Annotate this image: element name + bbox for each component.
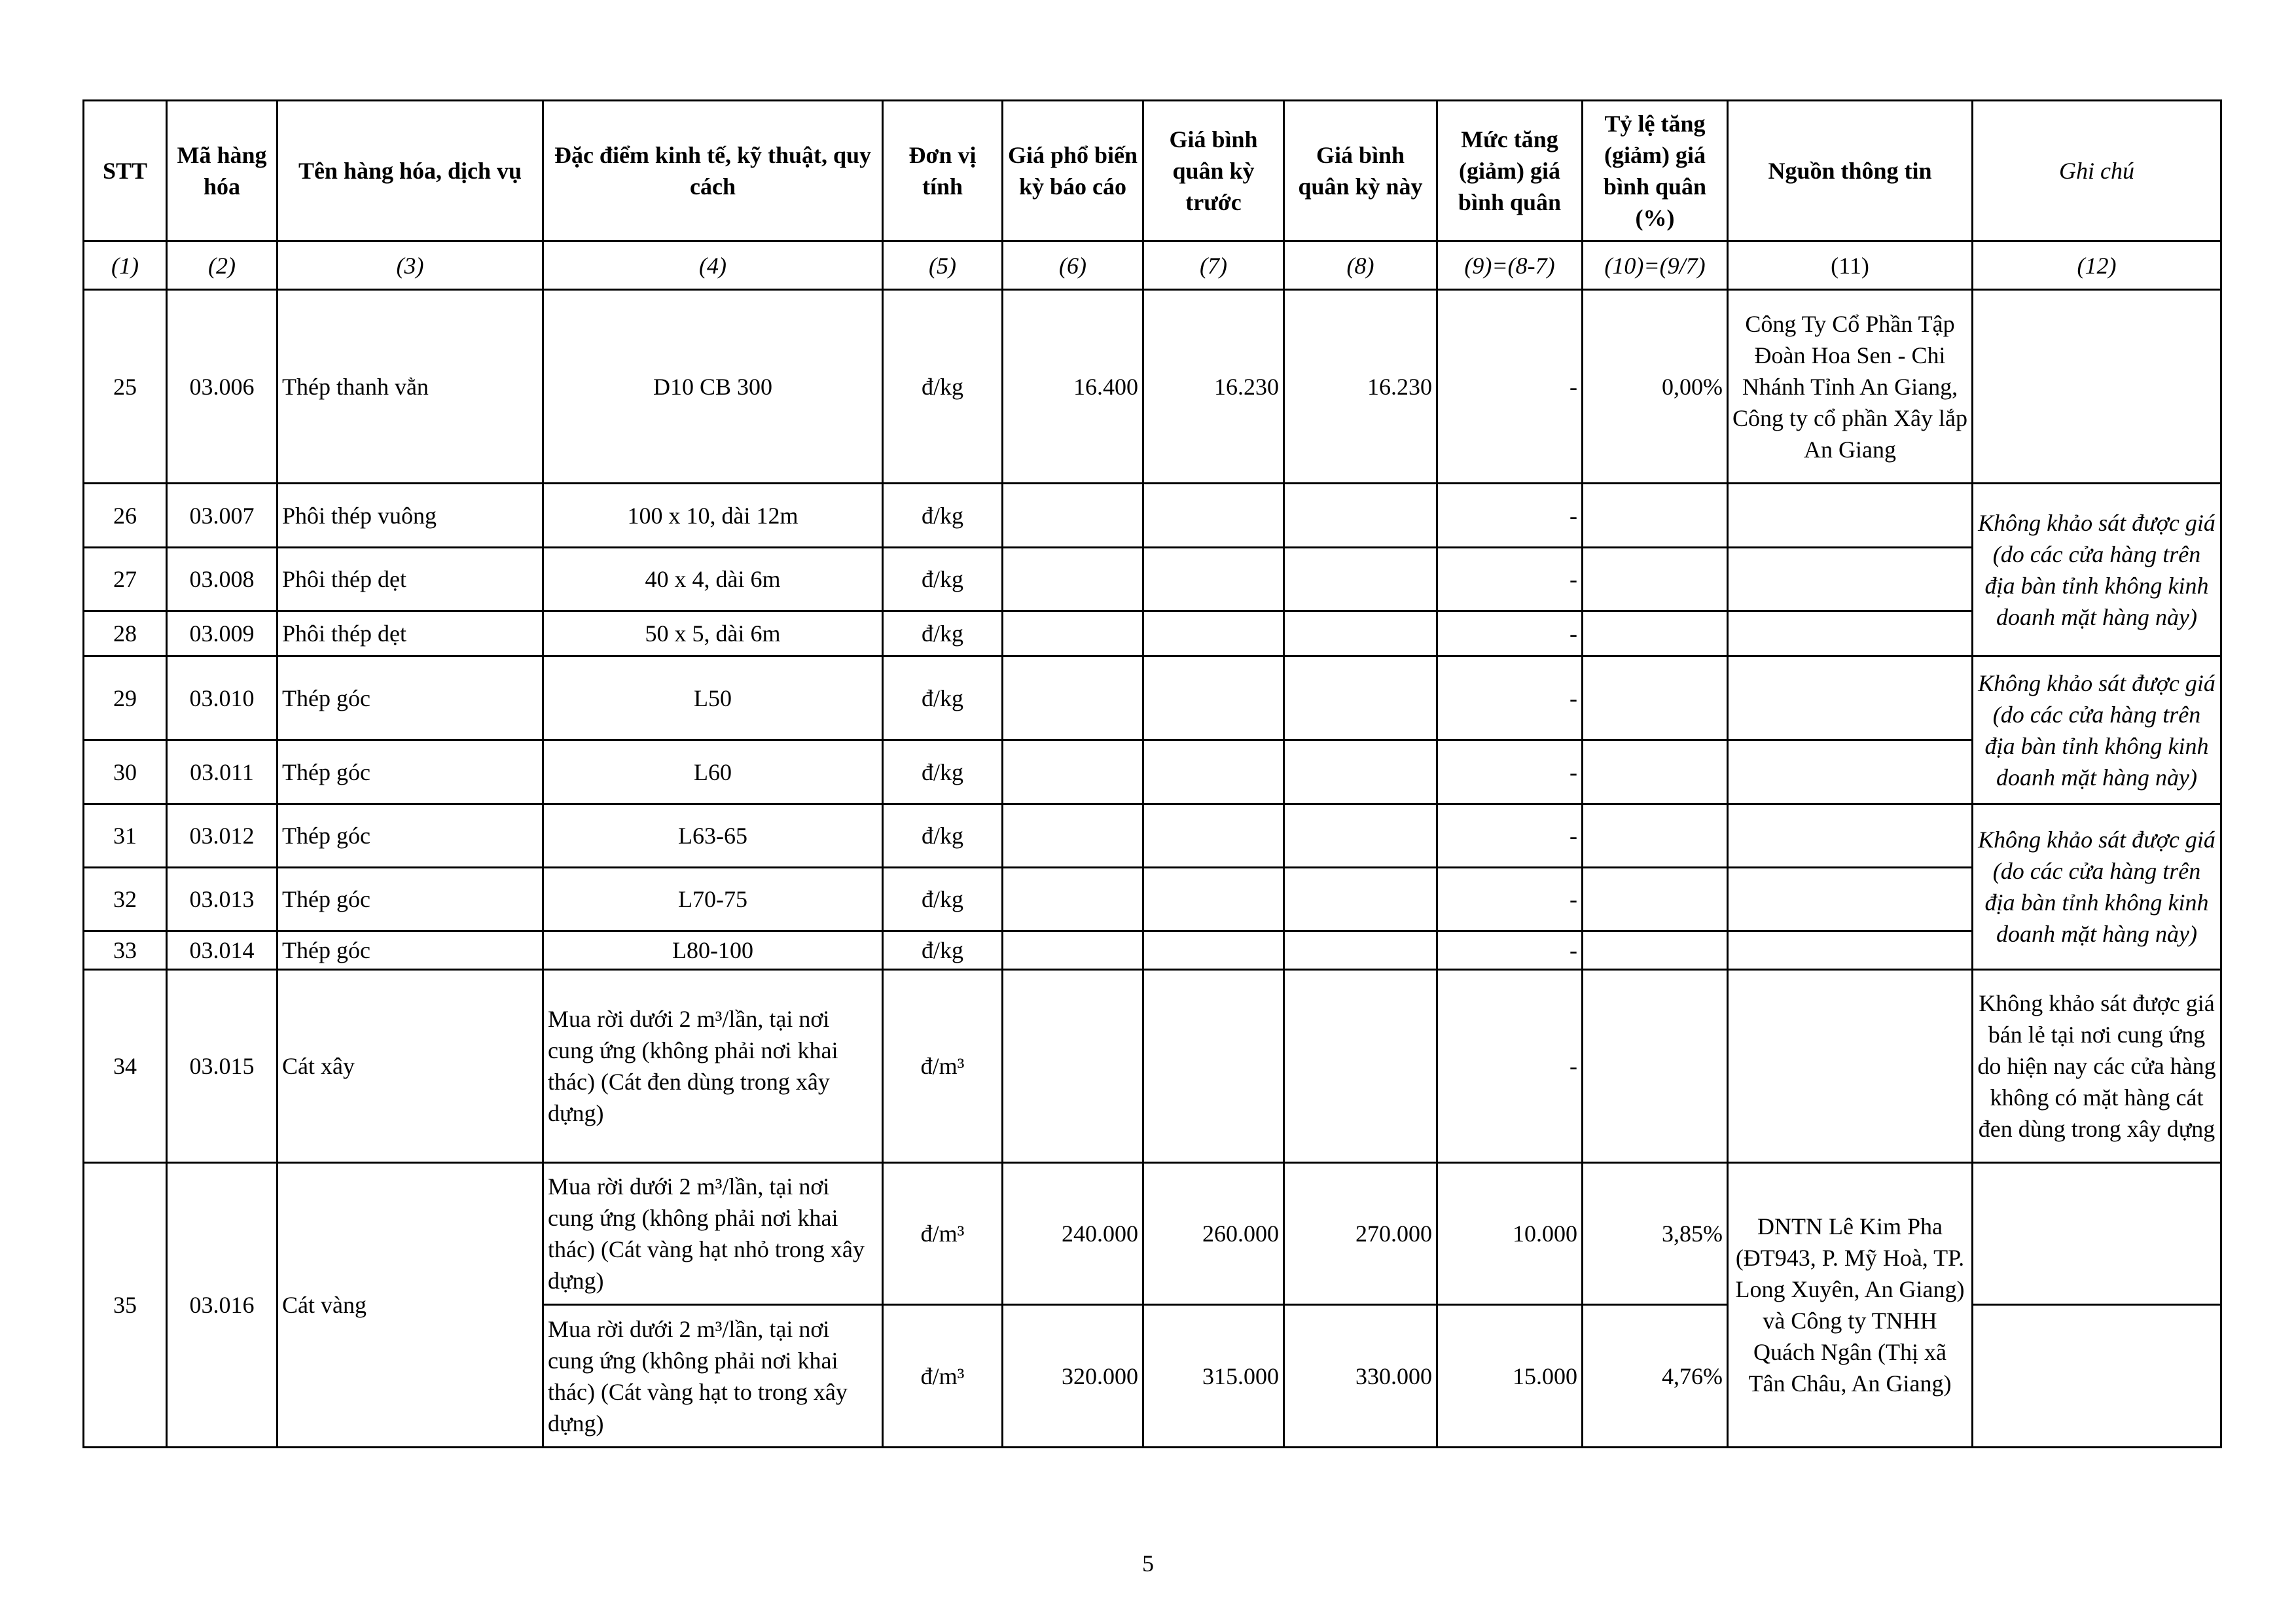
cell-rate: [1583, 804, 1728, 868]
header-curr-avg: Giá bình quân kỳ này: [1284, 101, 1437, 241]
cell-curr-avg: [1284, 740, 1437, 804]
table-row: [84, 484, 2221, 548]
cell-prev-avg: [1143, 740, 1284, 804]
cell-rate: 4,76%: [1583, 1305, 1728, 1448]
header-note: Ghi chú: [1973, 101, 2221, 241]
cell-prev-avg: 16.230: [1143, 290, 1284, 484]
cell-common-price: [1003, 548, 1143, 611]
cell-curr-avg: 330.000: [1284, 1305, 1437, 1448]
cell-code: 03.013: [167, 868, 278, 931]
header-name: Tên hàng hóa, dịch vụ: [278, 101, 543, 241]
colnum-11: (11): [1728, 241, 1973, 290]
cell-stt: 35: [84, 1163, 167, 1448]
cell-prev-avg: 315.000: [1143, 1305, 1284, 1448]
cell-common-price: [1003, 656, 1143, 740]
header-source: Nguồn thông tin: [1728, 101, 1973, 241]
cell-common-price: [1003, 484, 1143, 548]
table-row: [84, 740, 2221, 804]
cell-unit: đ/kg: [883, 484, 1003, 548]
cell-name: Thép thanh vằn: [278, 290, 543, 484]
cell-code: 03.014: [167, 931, 278, 970]
header-common-price: Giá phổ biến kỳ báo cáo: [1003, 101, 1143, 241]
cell-source: [1728, 868, 1973, 931]
cell-spec: L80-100: [543, 931, 883, 970]
cell-change: -: [1437, 656, 1583, 740]
cell-prev-avg: 260.000: [1143, 1163, 1284, 1305]
cell-spec: L63-65: [543, 804, 883, 868]
cell-change: -: [1437, 290, 1583, 484]
colnum-3: (3): [278, 241, 543, 290]
cell-change: -: [1437, 804, 1583, 868]
cell-stt: 31: [84, 804, 167, 868]
cell-stt: 33: [84, 931, 167, 970]
cell-common-price: [1003, 931, 1143, 970]
cell-curr-avg: [1284, 611, 1437, 656]
colnum-9: (9)=(8-7): [1437, 241, 1583, 290]
cell-code: 03.008: [167, 548, 278, 611]
table-row: [84, 970, 2221, 1163]
cell-unit: đ/kg: [883, 804, 1003, 868]
colnum-10: (10)=(9/7): [1583, 241, 1728, 290]
cell-stt: 32: [84, 868, 167, 931]
cell-change: -: [1437, 548, 1583, 611]
colnum-5: (5): [883, 241, 1003, 290]
note-not-surveyed: Không khảo sát được giá (do các cửa hàng trên địa bàn tỉnh không kinh doanh mặt hàng này): [1973, 656, 2221, 804]
colnum-4: (4): [543, 241, 883, 290]
cell-spec: 100 x 10, dài 12m: [543, 484, 883, 548]
cell-code: 03.012: [167, 804, 278, 868]
table-row: [84, 804, 2221, 868]
cell-curr-avg: 270.000: [1284, 1163, 1437, 1305]
cell-source: [1728, 656, 1973, 740]
table-row: [84, 1163, 2221, 1305]
cell-change: -: [1437, 970, 1583, 1163]
cell-name: Phôi thép dẹt: [278, 548, 543, 611]
cell-change: -: [1437, 931, 1583, 970]
header-prev-avg: Giá bình quân kỳ trước: [1143, 101, 1284, 241]
cell-name: Thép góc: [278, 868, 543, 931]
cell-spec: Mua rời dưới 2 m³/lần, tại nơi cung ứng (không phải nơi khai thác) (Cát vàng hạt to trong xây dựng): [543, 1305, 883, 1448]
cell-prev-avg: [1143, 804, 1284, 868]
cell-spec: Mua rời dưới 2 m³/lần, tại nơi cung ứng (không phải nơi khai thác) (Cát đen dùng trong xây dựng): [543, 970, 883, 1163]
cell-change: -: [1437, 484, 1583, 548]
cell-code: 03.009: [167, 611, 278, 656]
cell-spec: L60: [543, 740, 883, 804]
cell-rate: [1583, 548, 1728, 611]
cell-prev-avg: [1143, 611, 1284, 656]
cell-unit: đ/kg: [883, 740, 1003, 804]
header-stt: STT: [84, 101, 167, 241]
cell-stt: 30: [84, 740, 167, 804]
cell-prev-avg: [1143, 484, 1284, 548]
cell-common-price: 320.000: [1003, 1305, 1143, 1448]
cell-source: [1728, 548, 1973, 611]
header-unit: Đơn vị tính: [883, 101, 1003, 241]
cell-code: 03.016: [167, 1163, 278, 1448]
cell-source: [1728, 484, 1973, 548]
note-not-surveyed: Không khảo sát được giá (do các cửa hàng trên địa bàn tỉnh không kinh doanh mặt hàng này): [1973, 484, 2221, 656]
cell-prev-avg: [1143, 656, 1284, 740]
cell-name: Thép góc: [278, 740, 543, 804]
cell-unit: đ/kg: [883, 656, 1003, 740]
cell-unit: đ/kg: [883, 290, 1003, 484]
cell-name: Phôi thép dẹt: [278, 611, 543, 656]
table-row: [84, 290, 2221, 484]
cell-spec: D10 CB 300: [543, 290, 883, 484]
price-table: [82, 99, 2222, 1448]
cell-spec: L50: [543, 656, 883, 740]
cell-spec: 50 x 5, dài 6m: [543, 611, 883, 656]
cell-stt: 28: [84, 611, 167, 656]
note-sand: Không khảo sát được giá bán lẻ tại nơi cung ứng do hiện nay các cửa hàng không có mặt hàng cát đen dùng trong xây dựng: [1973, 970, 2221, 1163]
cell-common-price: [1003, 868, 1143, 931]
table-row: [84, 868, 2221, 931]
cell-source: [1728, 804, 1973, 868]
cell-rate: [1583, 740, 1728, 804]
cell-stt: 26: [84, 484, 167, 548]
cell-spec: 40 x 4, dài 6m: [543, 548, 883, 611]
cell-curr-avg: [1284, 804, 1437, 868]
header-change: Mức tăng (giảm) giá bình quân: [1437, 101, 1583, 241]
table-row: [84, 931, 2221, 970]
cell-curr-avg: [1284, 548, 1437, 611]
cell-curr-avg: [1284, 868, 1437, 931]
cell-source: [1728, 931, 1973, 970]
cell-common-price: [1003, 970, 1143, 1163]
cell-stt: 25: [84, 290, 167, 484]
cell-curr-avg: [1284, 931, 1437, 970]
cell-spec: Mua rời dưới 2 m³/lần, tại nơi cung ứng (không phải nơi khai thác) (Cát vàng hạt nhỏ trong xây dựng): [543, 1163, 883, 1305]
header-row: [84, 101, 2221, 241]
cell-unit: đ/kg: [883, 611, 1003, 656]
cell-curr-avg: [1284, 970, 1437, 1163]
cell-name: Cát xây: [278, 970, 543, 1163]
colnum-1: (1): [84, 241, 167, 290]
cell-common-price: 16.400: [1003, 290, 1143, 484]
cell-name: Thép góc: [278, 804, 543, 868]
header-rate: Tỷ lệ tăng (giảm) giá bình quân (%): [1583, 101, 1728, 241]
cell-common-price: [1003, 611, 1143, 656]
cell-name: Thép góc: [278, 931, 543, 970]
cell-note: [1973, 1163, 2221, 1305]
cell-note: [1973, 1305, 2221, 1448]
header-code: Mã hàng hóa: [167, 101, 278, 241]
table-row: [84, 611, 2221, 656]
colnum-7: (7): [1143, 241, 1284, 290]
cell-rate: [1583, 868, 1728, 931]
table-row: [84, 548, 2221, 611]
cell-stt: 29: [84, 656, 167, 740]
cell-code: 03.015: [167, 970, 278, 1163]
table-row: [84, 656, 2221, 740]
cell-source: [1728, 740, 1973, 804]
note-not-surveyed: Không khảo sát được giá (do các cửa hàng trên địa bàn tỉnh không kinh doanh mặt hàng này): [1973, 804, 2221, 970]
cell-common-price: [1003, 804, 1143, 868]
cell-source: [1728, 611, 1973, 656]
cell-code: 03.010: [167, 656, 278, 740]
cell-unit: đ/m³: [883, 1305, 1003, 1448]
cell-stt: 27: [84, 548, 167, 611]
cell-rate: [1583, 611, 1728, 656]
cell-curr-avg: [1284, 656, 1437, 740]
cell-source: Công Ty Cổ Phần Tập Đoàn Hoa Sen - Chi Nhánh Tỉnh An Giang, Công ty cổ phần Xây lắp An Giang: [1728, 290, 1973, 484]
cell-source: DNTN Lê Kim Pha (ĐT943, P. Mỹ Hoà, TP. Long Xuyên, An Giang) và Công ty TNHH Quách Ngân (Thị xã Tân Châu, An Giang): [1728, 1163, 1973, 1448]
cell-unit: đ/kg: [883, 931, 1003, 970]
cell-source: [1728, 970, 1973, 1163]
cell-change: -: [1437, 868, 1583, 931]
cell-unit: đ/kg: [883, 868, 1003, 931]
cell-unit: đ/m³: [883, 970, 1003, 1163]
cell-change: -: [1437, 740, 1583, 804]
cell-name: Cát vàng: [278, 1163, 543, 1448]
cell-common-price: [1003, 740, 1143, 804]
cell-prev-avg: [1143, 548, 1284, 611]
cell-name: Phôi thép vuông: [278, 484, 543, 548]
cell-rate: 3,85%: [1583, 1163, 1728, 1305]
cell-rate: [1583, 970, 1728, 1163]
cell-curr-avg: 16.230: [1284, 290, 1437, 484]
cell-rate: [1583, 656, 1728, 740]
cell-change: 10.000: [1437, 1163, 1583, 1305]
cell-rate: 0,00%: [1583, 290, 1728, 484]
cell-code: 03.007: [167, 484, 278, 548]
cell-stt: 34: [84, 970, 167, 1163]
cell-rate: [1583, 931, 1728, 970]
colnum-8: (8): [1284, 241, 1437, 290]
colnum-6: (6): [1003, 241, 1143, 290]
cell-name: Thép góc: [278, 656, 543, 740]
cell-change: 15.000: [1437, 1305, 1583, 1448]
colnum-2: (2): [167, 241, 278, 290]
cell-prev-avg: [1143, 931, 1284, 970]
cell-spec: L70-75: [543, 868, 883, 931]
cell-change: -: [1437, 611, 1583, 656]
cell-curr-avg: [1284, 484, 1437, 548]
cell-code: 03.011: [167, 740, 278, 804]
header-spec: Đặc điểm kinh tế, kỹ thuật, quy cách: [543, 101, 883, 241]
cell-code: 03.006: [167, 290, 278, 484]
page-number: 5: [1142, 1550, 1154, 1577]
cell-prev-avg: [1143, 868, 1284, 931]
cell-unit: đ/kg: [883, 548, 1003, 611]
cell-prev-avg: [1143, 970, 1284, 1163]
cell-note: [1973, 290, 2221, 484]
colnum-12: (12): [1973, 241, 2221, 290]
cell-unit: đ/m³: [883, 1163, 1003, 1305]
cell-common-price: 240.000: [1003, 1163, 1143, 1305]
column-number-row: [84, 241, 2221, 290]
cell-rate: [1583, 484, 1728, 548]
